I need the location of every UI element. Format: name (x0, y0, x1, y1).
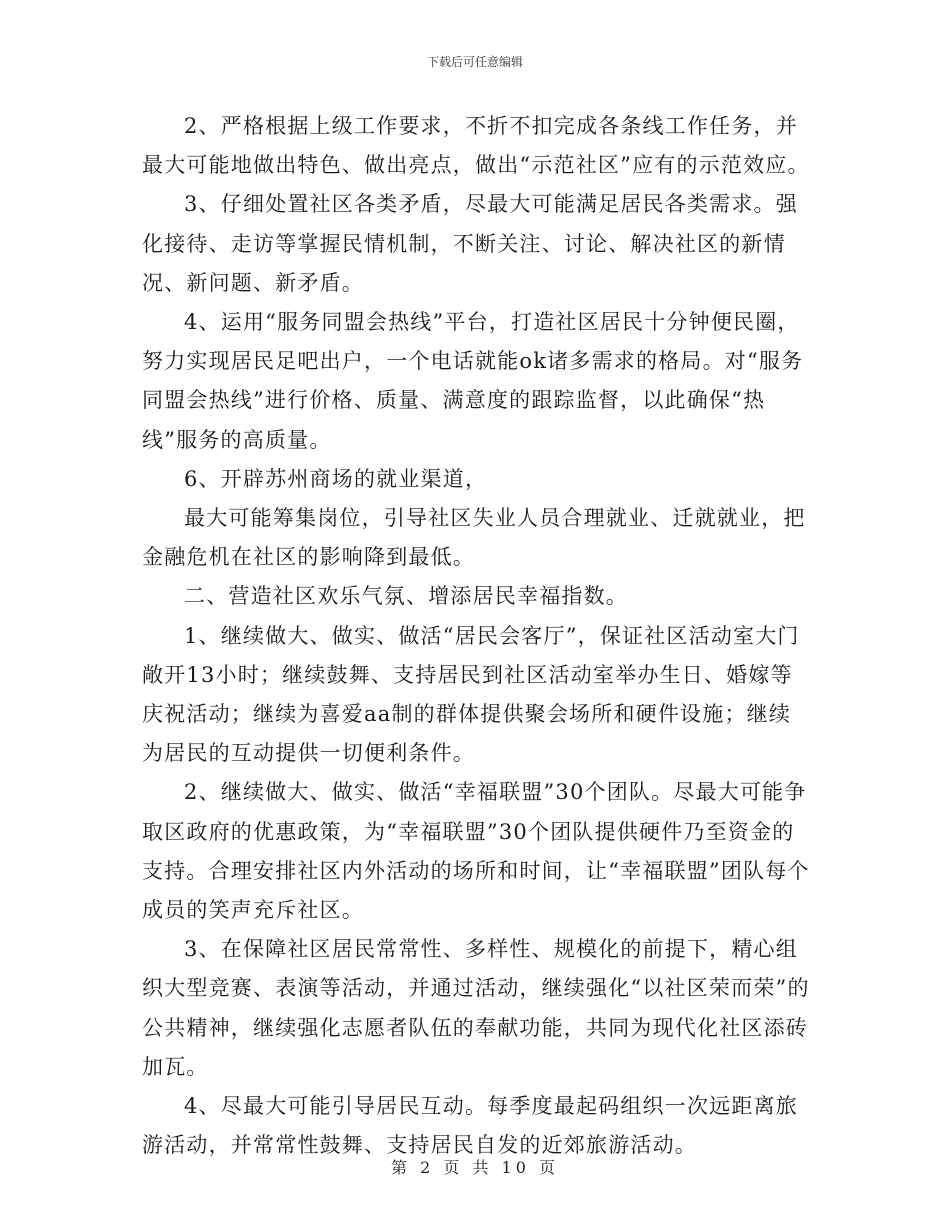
paragraph-item-3: 3、仔细处置社区各类矛盾，尽最大可能满足居民各类需求。强化接待、走访等掌握民情机制，不断关注、讨论、解决社区的新情况、新问题、新矛盾。 (142, 192, 798, 295)
page-number: 第 2 页 共 10 页 (391, 1158, 559, 1177)
paragraph-section2-item-4: 4、尽最大可能引导居民互动。每季度最起码组织一次远距离旅游活动，并常常性鼓舞、支持居民自发的近郊旅游活动。 (142, 1094, 798, 1158)
paragraph-item-6-body: 最大可能筹集岗位，引导社区失业人员合理就业、迁就就业，把金融危机在社区的影响降到最低。 (142, 506, 806, 570)
page-header-note: 下载后可任意编辑 (426, 55, 523, 69)
paragraph-continuation: 线”服务的高质量。 (142, 427, 332, 452)
paragraph-section2-item-3: 3、在保障社区居民常常性、多样性、规模化的前提下，精心组织大型竞赛、表演等活动，并通过活动，继续强化“以社区荣而荣”的公共精神，继续强化志愿者队伍的奉献功能，共同为现代化社区添砖加瓦。 (142, 937, 810, 1079)
paragraph-item-4: 4、运用“服务同盟会热线”平台，打造社区居民十分钟便民圈，努力实现居民足吧出户，一个电话就能ok诸多需求的格局。对“服务同盟会热线”进行价格、质量、满意度的跟踪监督，以此确保“热 (142, 310, 804, 413)
paragraph-section2-item-1: 1、继续做大、做实、做活“居民会客厅”，保证社区活动室大门敞开13小时；继续鼓舞、支持居民到社区活动室举办生日、婚嫁等庆祝活动；继续为喜爱aa制的群体提供聚会场所和硬件设施；继续为居民的互动提供一切便利条件。 (142, 623, 800, 766)
paragraph-item-6: 6、开辟苏州商场的就业渠道， (184, 466, 488, 491)
paragraph-section2-item-2: 2、继续做大、做实、做活“幸福联盟”30个团队。尽最大可能争取区政府的优惠政策，为“幸福联盟”30个团队提供硬件乃至资金的支持。合理安排社区内外活动的场所和时间，让“幸福联盟”团队每个成员的笑声充斥社区。 (142, 780, 810, 923)
paragraph-item-2: 2、严格根据上级工作要求，不折不扣完成各条线工作任务，并最大可能地做出特色、做出亮点，做出“示范社区”应有的示范效应。 (142, 114, 810, 178)
document-body (142, 107, 810, 1165)
section-heading-2: 二、营造社区欢乐气氛、增添居民幸福指数。 (184, 584, 628, 609)
